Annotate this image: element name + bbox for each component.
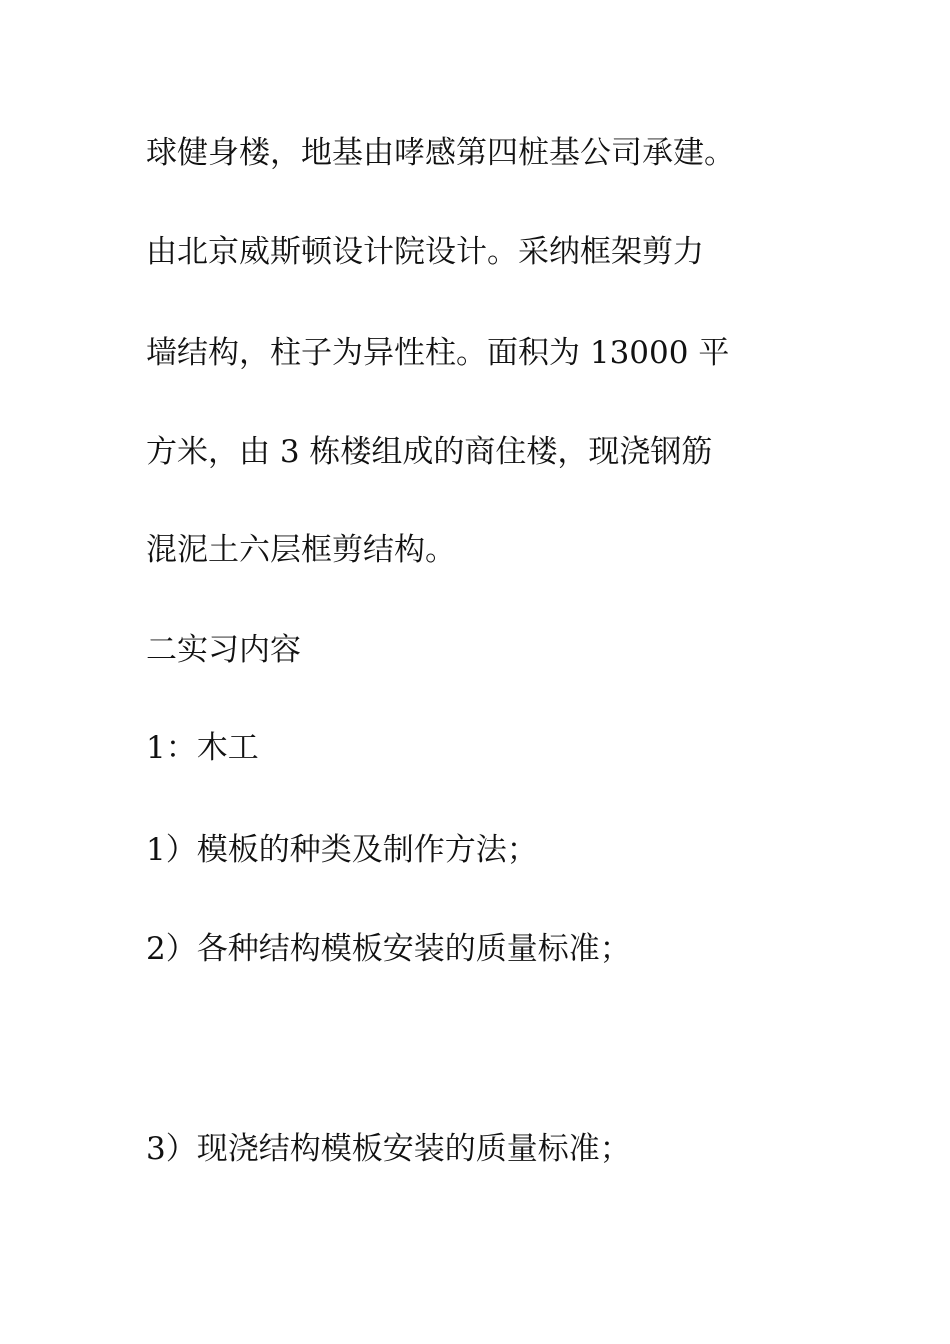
paragraph-line: 由北京威斯顿设计院设计。采纳框架剪力	[146, 234, 704, 270]
paragraph-line: 墙结构，柱子为异性柱。面积为 13000 平	[146, 335, 730, 371]
paragraph-line: 混泥土六层框剪结构。	[146, 532, 456, 568]
subsection-heading: 1：木工	[146, 730, 259, 766]
list-item: 1）模板的种类及制作方法；	[146, 832, 538, 868]
paragraph-line: 球健身楼，地基由哮感第四桩基公司承建。	[146, 135, 735, 171]
list-item: 3）现浇结构模板安装的质量标准；	[146, 1131, 631, 1167]
section-heading: 二实习内容	[146, 632, 301, 668]
paragraph-line: 方米，由 3 栋楼组成的商住楼，现浇钢筋	[146, 434, 713, 470]
list-item: 2）各种结构模板安装的质量标准；	[146, 931, 631, 967]
